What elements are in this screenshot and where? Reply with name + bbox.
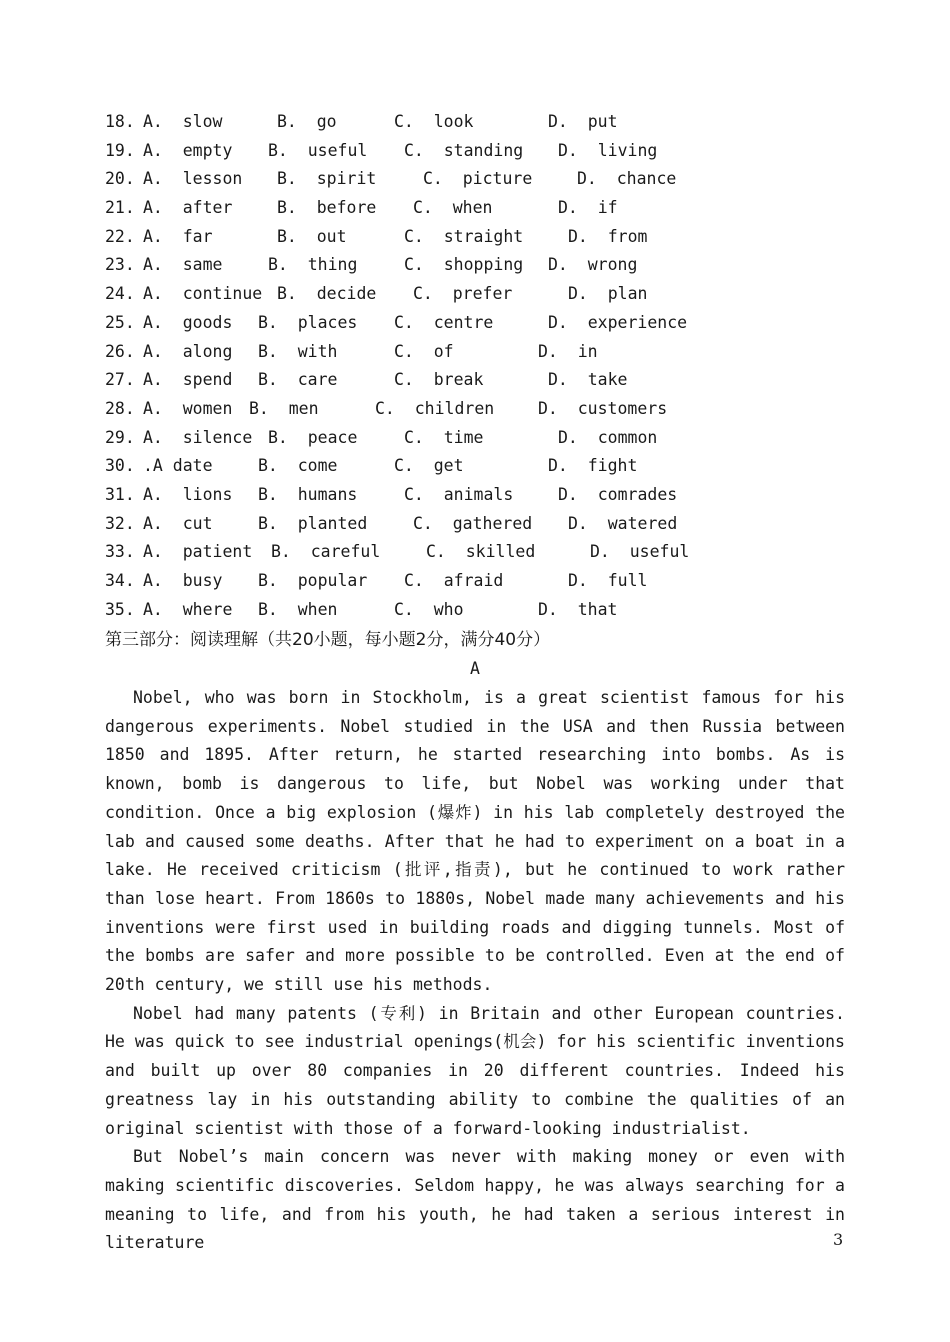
option-a: A. empty — [143, 140, 233, 160]
option-d: D. that — [538, 599, 618, 619]
question-row — [105, 223, 865, 252]
option-d: D. plan — [568, 284, 648, 304]
question-row — [105, 596, 865, 625]
question-row — [105, 280, 865, 309]
question-number: 24. — [105, 284, 135, 304]
question-number: 34. — [105, 571, 135, 590]
page-number: 3 — [833, 1230, 844, 1249]
option-a: A. spend — [143, 370, 233, 390]
option-c: C. shopping — [404, 255, 524, 275]
question-number: 23. — [105, 255, 135, 275]
question-number: 26. — [105, 341, 135, 361]
question-number: 27. — [105, 370, 135, 390]
passage-title: A — [470, 659, 480, 678]
option-a: A. lions — [143, 484, 233, 504]
option-a: A. after — [143, 198, 233, 218]
option-a: .A date — [143, 456, 213, 476]
passage-paragraph-1: Nobel, who was born in Stockholm, is a great scientist famous for his dangerous experiments. Nobel studied in the USA and then Russia between 1850 and 1895. After return, he started researching into bombs. As is known, bomb is dangerous to life, but Nobel was working under that condition. Once a big explosion (爆炸) in his lab completely destroyed the lab and caused some deaths. After that he had to experiment on a boat in a lake. He received criticism (批评,指责), but he continued to work rather than lose heart. From 1860s to 1880s, Nobel made many achievements and his inventions were first used in building roads and digging tunnels. Most of the bombs are safer and more possible to be controlled. Even at the end of 20th century, we still use his methods. — [105, 688, 845, 995]
option-d: D. if — [558, 198, 618, 218]
option-b: B. humans — [258, 484, 358, 504]
option-c: C. break — [394, 370, 484, 390]
option-b: B. decide — [277, 284, 377, 304]
option-d: D. useful — [590, 542, 690, 562]
question-row — [105, 538, 865, 567]
question-number: 22. — [105, 226, 135, 246]
question-row — [105, 108, 865, 137]
question-row — [105, 481, 865, 510]
option-a: A. slow — [143, 112, 223, 131]
option-c: C. picture — [423, 169, 533, 189]
option-b: B. useful — [268, 140, 368, 160]
option-c: C. look — [394, 112, 474, 131]
option-b: B. go — [277, 112, 337, 131]
option-c: C. get — [394, 456, 464, 476]
option-a: A. silence — [143, 427, 253, 447]
option-d: D. take — [548, 370, 628, 390]
section-heading: 第三部分：阅读理解（共20小题，每小题2分，满分40分） — [105, 630, 551, 650]
question-row — [105, 137, 865, 166]
question-number: 29. — [105, 427, 135, 447]
question-number: 20. — [105, 169, 135, 189]
option-d: D. put — [548, 112, 618, 131]
cloze-options-list — [105, 108, 865, 624]
option-a: A. far — [143, 226, 213, 246]
option-a: A. women — [143, 398, 233, 418]
question-row — [105, 309, 865, 338]
option-a: A. where — [143, 599, 233, 619]
option-c: C. centre — [394, 312, 494, 332]
option-a: A. goods — [143, 312, 233, 332]
question-number: 18. — [105, 112, 135, 131]
question-row — [105, 424, 865, 453]
option-d: D. fight — [548, 456, 638, 476]
option-b: B. out — [277, 226, 347, 246]
option-c: C. gathered — [413, 513, 533, 533]
option-a: A. busy — [143, 571, 223, 590]
option-d: D. full — [568, 571, 648, 590]
option-b: B. places — [258, 312, 358, 332]
passage-paragraph-2: Nobel had many patents (专利) in Britain and other European countries. He was quick to see industrial openings(机会) for his scientific inventions and built up over 80 companies in 20 different countries. Indeed his greatness lay in his outstanding ability to combine the qualities of an original scientist with those of a forward-looking industrialist. — [105, 1003, 845, 1138]
question-row — [105, 510, 865, 539]
option-c: C. afraid — [404, 571, 504, 590]
option-d: D. wrong — [548, 255, 638, 275]
option-c: C. who — [394, 599, 464, 619]
option-c: C. animals — [404, 484, 514, 504]
option-b: B. planted — [258, 513, 368, 533]
option-b: B. peace — [268, 427, 358, 447]
option-c: C. when — [413, 198, 493, 218]
option-b: B. thing — [268, 255, 358, 275]
option-c: C. standing — [404, 140, 524, 160]
option-d: D. customers — [538, 398, 668, 418]
option-d: D. in — [538, 341, 598, 361]
question-number: 19. — [105, 140, 135, 160]
option-d: D. watered — [568, 513, 678, 533]
option-c: C. straight — [404, 226, 524, 246]
question-number: 32. — [105, 513, 135, 533]
option-b: B. men — [249, 398, 319, 418]
question-row — [105, 338, 865, 367]
question-number: 35. — [105, 599, 135, 619]
option-d: D. common — [558, 427, 658, 447]
option-a: A. same — [143, 255, 223, 275]
question-row — [105, 395, 865, 424]
option-b: B. come — [258, 456, 338, 476]
option-d: D. experience — [548, 312, 688, 332]
question-number: 30. — [105, 456, 135, 476]
option-a: A. along — [143, 341, 233, 361]
question-number: 33. — [105, 542, 135, 562]
question-row — [105, 251, 865, 280]
question-number: 28. — [105, 398, 135, 418]
option-d: D. chance — [577, 169, 677, 189]
option-d: D. from — [568, 226, 648, 246]
option-b: B. before — [277, 198, 377, 218]
option-d: D. living — [558, 140, 658, 160]
option-b: B. popular — [258, 571, 368, 590]
option-c: C. of — [394, 341, 454, 361]
reading-passage — [105, 684, 845, 1258]
question-row — [105, 165, 865, 194]
option-a: A. continue — [143, 284, 263, 304]
option-d: D. comrades — [558, 484, 678, 504]
option-b: B. spirit — [277, 169, 377, 189]
option-a: A. lesson — [143, 169, 243, 189]
option-b: B. careful — [271, 542, 381, 562]
question-number: 21. — [105, 198, 135, 218]
option-c: C. children — [375, 398, 495, 418]
question-row — [105, 194, 865, 223]
option-a: A. cut — [143, 513, 213, 533]
passage-paragraph-3: But Nobel’s main concern was never with making money or even with making scientific discoveries. Seldom happy, he was always searching for a meaning to life, and from his youth, he had taken a serious interest in literature — [105, 1147, 845, 1253]
option-c: C. skilled — [426, 542, 536, 562]
question-row — [105, 366, 865, 395]
option-c: C. prefer — [413, 284, 513, 304]
question-row — [105, 452, 865, 481]
option-b: B. with — [258, 341, 338, 361]
option-a: A. patient — [143, 542, 253, 562]
option-b: B. care — [258, 370, 338, 390]
question-number: 25. — [105, 312, 135, 332]
option-c: C. time — [404, 427, 484, 447]
option-b: B. when — [258, 599, 338, 619]
question-number: 31. — [105, 484, 135, 504]
question-row — [105, 567, 865, 596]
